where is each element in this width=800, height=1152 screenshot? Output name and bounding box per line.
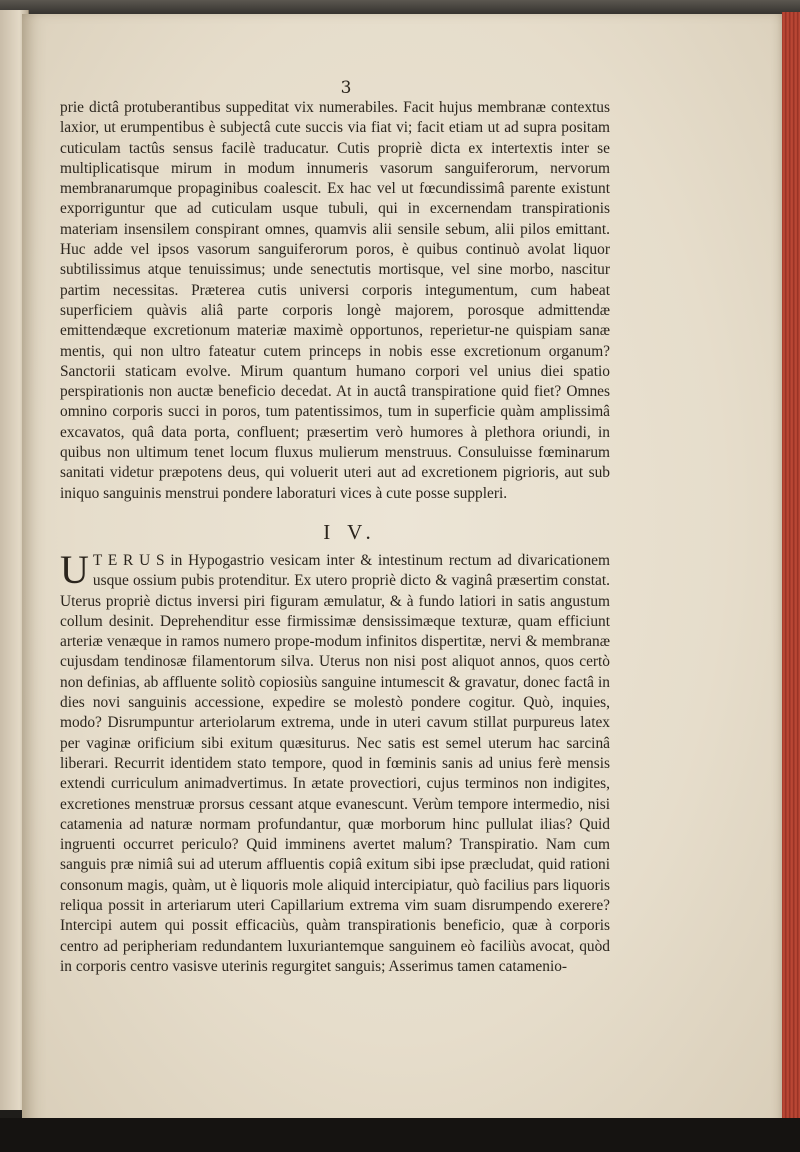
- paragraph-1: prie dictâ protuberantibus suppeditat vix numerabiles. Facit hujus membranæ contextus laxior, ut erumpentibus è subjectâ cute succis via fiat vi; facit etiam ut ad supra positam cuticulam tactûs sensus facilè traducatur. Cutis propriè dicta ex intertextis inter se multiplicatisque mirum in modum innumeris vasorum sanguiferorum, nervorum membranarumque propaginibus coalescit. Ex hac vel ut fœcundissimâ parente existunt exporriguntur que ad cuticulam usque tubuli, qui in excernendam transpirationis materiam insensilem conspirant omnes, quamvis alii sensile sebum, alii pilos emittant. Huc adde vel ipsos vasorum sanguiferorum poros, è quibus continuò avolat liquor subtilissimus atque tenuissimus; unde senectutis mortisque, vel sine morbo, nascitur partim necessitas. Præterea cutis universi corporis integumentum, cum habeat superficiem quàvis aliâ parte corporis longè majorem, porosque admittendæ emittendæque excretionum materiæ maximè opportunos, reperietur-ne quispiam sanæ mentis, qui non ultro fateatur cutem princeps in nobis esse excretionum organum? Sanctorii staticam evolve. Mirum quantum humano corpori vel unius diei spatio perspirationis non auctæ beneficio decedat. At in auctâ transpiratione quid fiet? Omnes omnino corporis succi in poros, tum patentissimos, tum in superficie quàm amplissimâ excavatos, quâ data porta, confluent; præsertim verò humores à plethora oriundi, in quibus non ultimum tenet locum fluxus mulierum menstruus. Consuluisse fœminarum sanitati videtur præpotens deus, qui voluerit uteri aut ad excretionem pigrioris, aut sub iniquo sanguinis menstrui pondere laboraturi vices à cute posse suppleri.: [60, 99, 610, 502]
- paragraph-2-container: [60, 547, 610, 977]
- page-edge-red: [782, 12, 800, 1122]
- bottom-shadow: [0, 1118, 800, 1152]
- page-number: 3: [340, 78, 352, 98]
- paragraph-2: T E R U S in Hypogastrio vesicam inter & intestinum rectum ad divaricationem usque ossium pubis protenditur. Ex utero propriè dicto & vaginâ præsertim constat. Uterus propriè dictus inversi piri figuram æmulatur, & à fundo latiori in satis angustum collum desinit. Deprehenditur esse firmissimæ densissimæque texturæ, quam efficiunt arteriæ venæque in ramos numero prope-modum infinitos dispertitæ, nervi & membranæ cujusdam tendinosæ filamentorum silva. Uterus non nisi post aliquot annos, quos certò non definias, ab affluente solitò copiosiùs sanguine intumescit & gravatur, donec factâ in dies novi sanguinis accessione, expedire se molestò pondere cogitur. Quò, inquies, modo? Disrumpuntur arteriolarum extrema, unde in uteri cavum stillat purpureus latex per vaginæ orificium sibi exitum quæsiturus. Nec satis est semel uterum hac sarcinâ liberari. Recurrit identidem stato tempore, quod in fœminis sanis ad unius ferè mensis extendi curriculum animadvertimus. In ætate provectiori, cujus terminos non indigites, excretiones menstruæ prorsus cessant atque evanescunt. Verùm tempore intermedio, nisi catamenia ad naturæ normam profundantur, quæ morborum hinc pullulat ilias? Quid ingruenti occurret periculo? Quid imminens avertet malum? Transpiratio. Nam cum sanguis præ nimiâ sui ad uterum affluentis copiâ exitum sibi ipse præcludat, quid rationi consonum magis, quàm, ut è liquoris mole aliquid intercipiatur, quò facilius pars liquoris reliqua possit in arteriarum uteri Capillarium extrema vim suam disrumpendo exerere? Intercipi autem qui possit efficaciùs, quàm transpirationis beneficio, quæ à corporis centro ad peripheriam redundantem luxuriantemque sanguinem eò faciliùs avocat, quòd in corporis centro vasisve uterinis regurgitet sanguis; Asserimus tamen catamenio-: [60, 552, 610, 975]
- drop-cap: U: [60, 547, 89, 592]
- section-heading: I V.: [323, 520, 377, 544]
